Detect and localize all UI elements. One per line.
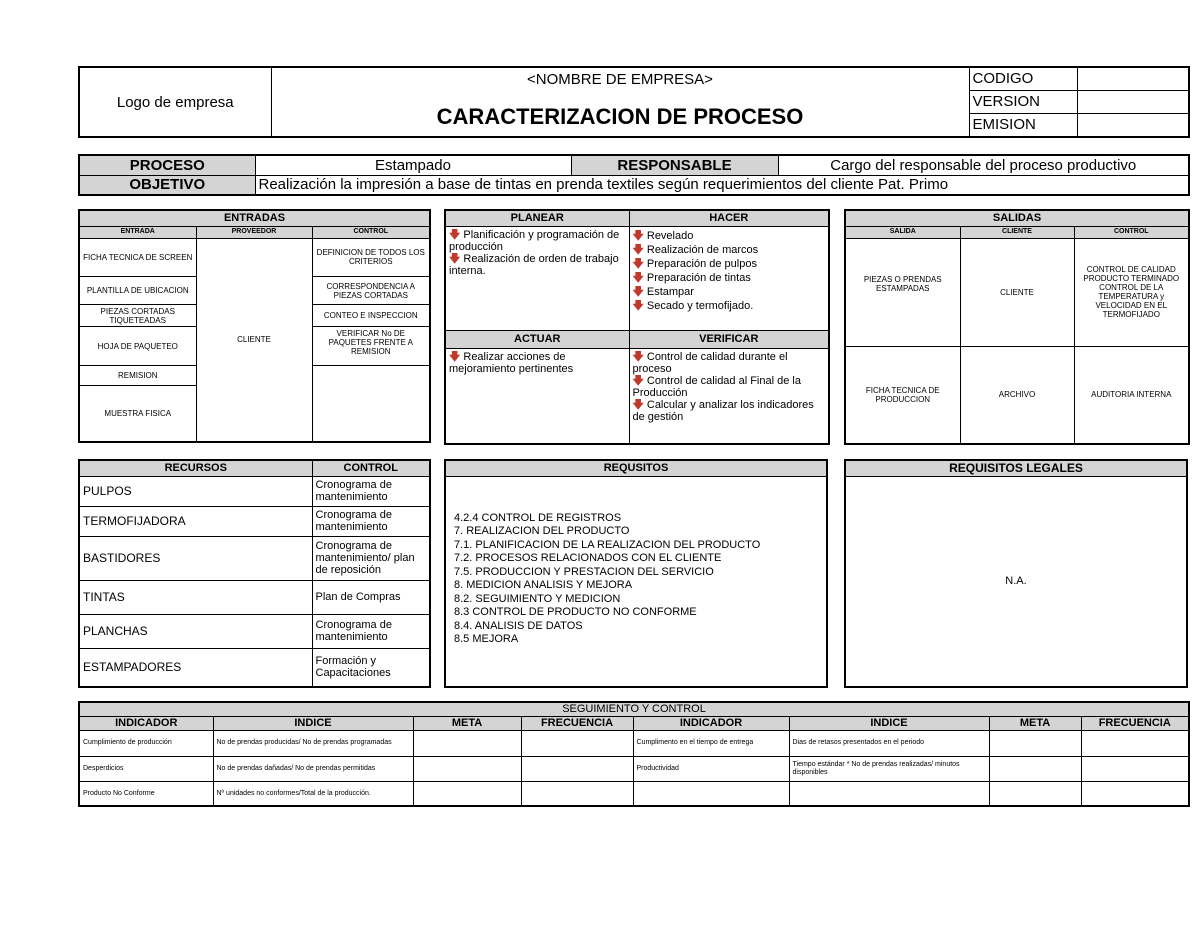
proceso-label: PROCESO (79, 155, 255, 175)
requisito-item: 7.2. PROCESOS RELACIONADOS CON EL CLIENTE (454, 552, 722, 564)
verificar-title: VERIFICAR (629, 330, 829, 348)
responsable-label: RESPONSABLE (571, 155, 778, 175)
seg-cell[interactable] (1081, 731, 1189, 756)
hacer-item: 🡇 Secado y termofijado. (632, 299, 754, 312)
actuar-item: 🡇 Realizar acciones de mejoramiento pertinentes (449, 350, 574, 375)
actuar-title: ACTUAR (445, 330, 629, 348)
control-cell: CORRESPONDENCIA A PIEZAS CORTADAS (312, 277, 430, 305)
title-cell (271, 67, 969, 137)
arrow-down-icon: 🡇 (632, 299, 644, 312)
actuar-cell (445, 348, 629, 444)
seg-cell: Tiempo estándar * No de prendas realizadas/ minutos disponibles (789, 756, 989, 781)
recurso-control-cell: Formación y Capacitaciones (312, 648, 430, 687)
seg-cell: No de prendas dañadas/ No de prendas permitidas (213, 756, 413, 781)
recurso-control-cell: Cronograma de mantenimiento (312, 614, 430, 648)
seguimiento-table (78, 701, 1190, 807)
phva-table (444, 209, 830, 445)
arrow-down-icon: 🡇 (449, 252, 461, 265)
hacer-item: 🡇 Revelado (632, 229, 694, 242)
recurso-control-cell: Plan de Compras (312, 580, 430, 614)
emision-label: EMISION (969, 113, 1077, 137)
legales-value: N.A. (845, 476, 1187, 687)
col-frecuencia-2: FRECUENCIA (1081, 716, 1189, 730)
hacer-item: 🡇 Estampar (632, 285, 694, 298)
hacer-item: 🡇 Preparación de pulpos (632, 257, 757, 270)
entradas-table (78, 209, 431, 443)
salidas-title: SALIDAS (845, 210, 1189, 226)
arrow-down-icon: 🡇 (632, 350, 644, 363)
requisito-item: 7. REALIZACION DEL PRODUCTO (454, 525, 630, 537)
col-meta: META (413, 716, 521, 730)
hacer-item: 🡇 Realización de marcos (632, 243, 759, 256)
arrow-down-icon: 🡇 (632, 398, 644, 411)
process-table (78, 154, 1190, 196)
requisito-item: 7.5. PRODUCCION Y PRESTACION DEL SERVICIO (454, 565, 714, 578)
seg-cell: Cumplimento en el tiempo de entrega (633, 731, 789, 756)
verificar-item: 🡇 Control de calidad al Final de la Producción (632, 374, 801, 399)
seg-cell[interactable] (1081, 782, 1189, 807)
control-cell (312, 365, 430, 442)
version-value[interactable] (1077, 90, 1189, 113)
verificar-item: 🡇 Control de calidad durante el proceso (632, 350, 788, 375)
salida-cell: FICHA TECNICA DE PRODUCCION (845, 346, 960, 444)
recurso-cell: PLANCHAS (79, 614, 312, 648)
col-control: CONTROL (1074, 226, 1189, 238)
arrow-down-icon: 🡇 (632, 229, 644, 242)
entrada-cell: REMISION (79, 365, 196, 385)
planear-item: 🡇 Planificación y programación de producción (449, 228, 620, 253)
requisito-item: 8.2. SEGUIMIENTO Y MEDICION (454, 592, 621, 605)
control-cell: AUDITORIA INTERNA (1074, 346, 1189, 444)
legales-table (844, 459, 1188, 688)
seg-cell[interactable] (789, 782, 989, 807)
seg-cell[interactable] (413, 756, 521, 781)
requisito-item: 8.3 CONTROL DE PRODUCTO NO CONFORME (454, 606, 697, 618)
hacer-title: HACER (629, 210, 829, 226)
recurso-cell: PULPOS (79, 476, 312, 506)
verificar-cell (629, 348, 829, 444)
entrada-cell: PLANTILLA DE UBICACION (79, 277, 196, 305)
seg-cell[interactable] (521, 731, 633, 756)
recurso-cell: TERMOFIJADORA (79, 506, 312, 536)
table-row (79, 756, 1189, 781)
control-cell: CONTROL DE CALIDAD PRODUCTO TERMINADO CONTROL DE LA TEMPERATURA y VELOCIDAD EN EL TERMOFIJADO (1074, 238, 1189, 346)
requisito-item: 4.2.4 CONTROL DE REGISTROS (454, 511, 622, 524)
recurso-control-cell: Cronograma de mantenimiento/ plan de reposición (312, 536, 430, 580)
planear-cell (445, 226, 629, 330)
col-frecuencia: FRECUENCIA (521, 716, 633, 730)
entrada-cell: FICHA TECNICA DE SCREEN (79, 238, 196, 276)
recursos-control-title: CONTROL (312, 460, 430, 476)
seg-cell[interactable] (989, 731, 1081, 756)
hacer-item: 🡇 Preparación de tintas (632, 271, 751, 284)
seg-cell[interactable] (1081, 756, 1189, 781)
cliente-cell: ARCHIVO (960, 346, 1074, 444)
control-cell: CONTEO E INSPECCION (312, 305, 430, 327)
codigo-value[interactable] (1077, 67, 1189, 90)
salidas-table (844, 209, 1190, 445)
entradas-title: ENTRADAS (79, 210, 430, 226)
requisitos-title: REQUSITOS (445, 460, 827, 476)
col-salida: SALIDA (845, 226, 960, 238)
recurso-control-cell: Cronograma de mantenimiento (312, 476, 430, 506)
requisito-item: 8. MEDICION ANALISIS Y MEJORA (454, 579, 633, 591)
table-row (79, 782, 1189, 807)
arrow-down-icon: 🡇 (632, 285, 644, 298)
company-name: <NOMBRE DE EMPRESA> (527, 71, 713, 88)
seg-cell: Dias de retasos presentados en el periodo (789, 731, 989, 756)
arrow-down-icon: 🡇 (449, 228, 461, 241)
proveedor-cell: CLIENTE (196, 238, 312, 442)
table-row (79, 731, 1189, 756)
seg-cell[interactable] (521, 782, 633, 807)
arrow-down-icon: 🡇 (632, 374, 644, 387)
seg-cell: Desperdicios (79, 756, 213, 781)
col-indicador-2: INDICADOR (633, 716, 789, 730)
seg-cell: Nº unidades no conformes/Total de la producción. (213, 782, 413, 807)
salida-cell: PIEZAS O PRENDAS ESTAMPADAS (845, 238, 960, 346)
recurso-cell: TINTAS (79, 580, 312, 614)
recurso-cell: BASTIDORES (79, 536, 312, 580)
arrow-down-icon: 🡇 (632, 243, 644, 256)
col-indice-2: INDICE (789, 716, 989, 730)
planear-item: 🡇 Realización de orden de trabajo interna. (449, 252, 619, 277)
col-control: CONTROL (312, 226, 430, 238)
logo-placeholder: Logo de empresa (79, 67, 271, 137)
col-indice: INDICE (213, 716, 413, 730)
codigo-label: CODIGO (969, 67, 1077, 90)
requisitos-list (445, 476, 827, 687)
proceso-value: Estampado (255, 155, 571, 175)
objetivo-value: Realización la impresión a base de tintas en prenda textiles según requerimientos del cliente Pat. Primo (255, 175, 1189, 195)
seg-cell: Productividad (633, 756, 789, 781)
page-title: CARACTERIZACION DE PROCESO (436, 104, 804, 129)
requisito-item: 8.5 MEJORA (454, 633, 519, 645)
seg-cell[interactable] (989, 756, 1081, 781)
col-cliente: CLIENTE (960, 226, 1074, 238)
seg-cell[interactable] (633, 782, 789, 807)
col-entrada: ENTRADA (79, 226, 196, 238)
objetivo-label: OBJETIVO (79, 175, 255, 195)
entrada-cell: MUESTRA FISICA (79, 385, 196, 442)
header-table (78, 66, 1190, 138)
entrada-cell: PIEZAS CORTADAS TIQUETEADAS (79, 305, 196, 327)
version-label: VERSION (969, 90, 1077, 113)
seg-cell: No de prendas producidas/ No de prendas programadas (213, 731, 413, 756)
col-meta-2: META (989, 716, 1081, 730)
verificar-item: 🡇 Calcular y analizar los indicadores de gestión (632, 398, 814, 423)
arrow-down-icon: 🡇 (449, 350, 461, 363)
control-cell: VERIFICAR No DE PAQUETES FRENTE A REMISION (312, 327, 430, 365)
col-indicador: INDICADOR (79, 716, 213, 730)
seg-cell[interactable] (521, 756, 633, 781)
emision-value[interactable] (1077, 113, 1189, 137)
seg-cell: Producto No Conforme (79, 782, 213, 807)
cliente-cell: CLIENTE (960, 238, 1074, 346)
seg-cell: Cumplimiento de producción (79, 731, 213, 756)
legales-title: REQUISITOS LEGALES (845, 460, 1187, 476)
hacer-cell (629, 226, 829, 330)
entrada-cell: HOJA DE PAQUETEO (79, 327, 196, 365)
seguimiento-title: SEGUIMIENTO Y CONTROL (79, 702, 1189, 716)
control-cell: DEFINICION DE TODOS LOS CRITERIOS (312, 238, 430, 276)
requisito-item: 7.1. PLANIFICACION DE LA REALIZACION DEL PRODUCTO (454, 538, 761, 551)
seg-cell[interactable] (413, 731, 521, 756)
planear-title: PLANEAR (445, 210, 629, 226)
recurso-cell: ESTAMPADORES (79, 648, 312, 687)
requisito-item: 8.4. ANALISIS DE DATOS (454, 619, 583, 632)
recurso-control-cell: Cronograma de mantenimiento (312, 506, 430, 536)
seg-cell[interactable] (989, 782, 1081, 807)
requisitos-table (444, 459, 828, 688)
arrow-down-icon: 🡇 (632, 257, 644, 270)
recursos-table (78, 459, 431, 688)
responsable-value: Cargo del responsable del proceso productivo (778, 155, 1189, 175)
recursos-title: RECURSOS (79, 460, 312, 476)
col-proveedor: PROVEEDOR (196, 226, 312, 238)
arrow-down-icon: 🡇 (632, 271, 644, 284)
seg-cell[interactable] (413, 782, 521, 807)
